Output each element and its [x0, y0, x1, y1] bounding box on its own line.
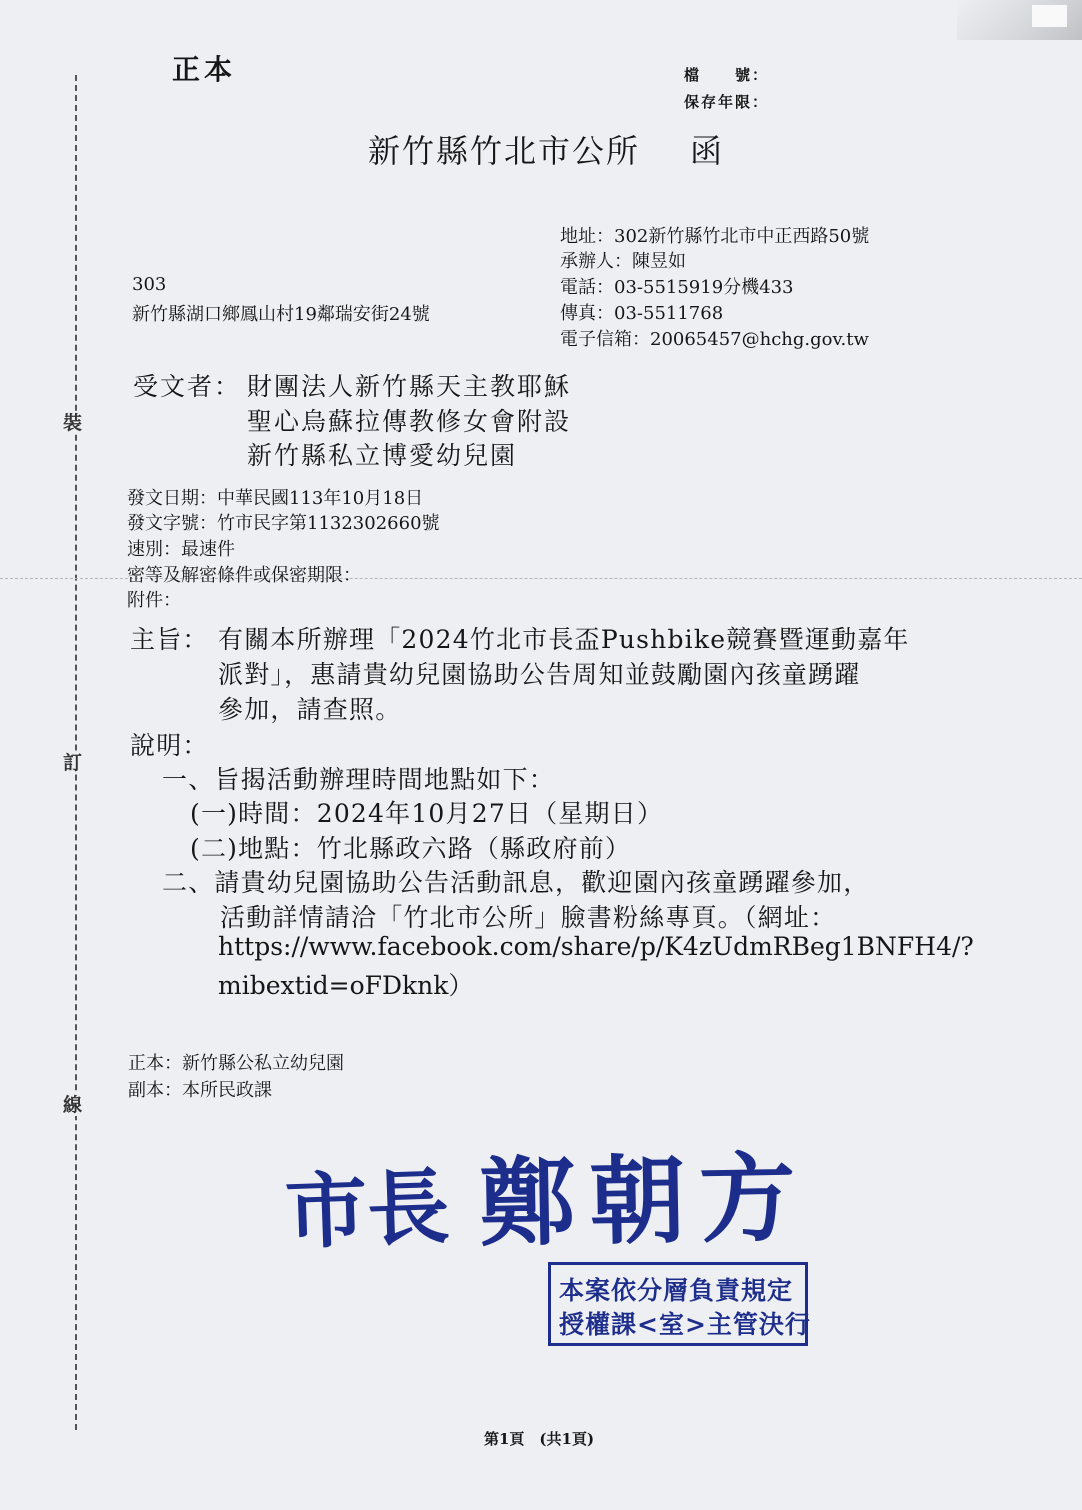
mayor-name-seal: 鄭朝方 — [478, 1141, 811, 1260]
distribution-original: 正本：新竹縣公私立幼兒園 — [128, 1053, 344, 1074]
explanation-item-2-line: 二、請貴幼兒園協助公告活動訊息，歡迎園內孩童踴躍參加， — [162, 868, 870, 897]
sender-address: 地址：302新竹縣竹北市中正西路50號 — [560, 226, 870, 247]
facebook-url-line: https://www.facebook.com/share/p/K4zUdmRBeg1BNFH4/? — [218, 932, 974, 961]
recipient-line: 聖心烏蘇拉傳教修女會附設 — [247, 407, 572, 436]
recipient-street: 新竹縣湖口鄉鳳山村19鄰瑞安街24號 — [132, 304, 430, 325]
facebook-url-line: mibextid=oFDknk） — [218, 971, 474, 1000]
stamp-line: 授權課<室>主管決行 — [559, 1310, 811, 1339]
page-number: 第1頁 (共1頁) — [484, 1430, 595, 1448]
subject-label: 主旨： — [130, 625, 209, 654]
explanation-label: 說明： — [130, 731, 209, 760]
explanation-item-2-line: 活動詳情請洽「竹北市公所」臉書粉絲專頁。（網址： — [220, 903, 837, 932]
sender-email: 電子信箱：20065457@hchg.gov.tw — [560, 329, 869, 350]
retention-period-label: 保存年限： — [684, 93, 770, 111]
original-copy-mark: 正本 — [172, 53, 237, 86]
sender-handler: 承辦人：陳昱如 — [560, 251, 686, 272]
document-type: 函 — [690, 132, 723, 170]
binding-char-ding: 訂 — [63, 752, 83, 774]
mayor-title-seal: 市長 — [283, 1159, 451, 1261]
distribution-copy: 副本：本所民政課 — [128, 1080, 272, 1101]
scan-corner-shadow — [957, 0, 1082, 40]
sender-phone: 電話：03-5515919分機433 — [560, 277, 794, 298]
subject-line: 有關本所辦理「2024竹北市長盃Pushbike競賽暨運動嘉年 — [218, 625, 910, 654]
recipient-line: 財團法人新竹縣天主教耶穌 — [247, 372, 572, 401]
recipient-zip: 303 — [132, 274, 167, 295]
binding-char-xian: 線 — [63, 1094, 83, 1116]
issue-attachments: 附件： — [127, 590, 181, 611]
scan-corner-patch — [1032, 5, 1067, 27]
delegation-stamp — [548, 1262, 811, 1346]
issue-secrecy: 密等及解密條件或保密期限： — [127, 565, 361, 586]
binding-char-zhuang: 裝 — [63, 412, 83, 434]
file-number-label: 檔 號： — [684, 66, 770, 84]
issue-date: 發文日期：中華民國113年10月18日 — [127, 488, 424, 509]
stamp-line: 本案依分層負責規定 — [559, 1276, 794, 1305]
agency-title: 新竹縣竹北市公所 — [368, 132, 641, 170]
subject-line: 派對」，惠請貴幼兒園協助公告周知並鼓勵園內孩童踴躍 — [218, 660, 861, 689]
issue-speed: 速別：最速件 — [127, 539, 235, 560]
recipient-line: 新竹縣私立博愛幼兒園 — [247, 441, 518, 470]
issue-doc-number: 發文字號：竹市民字第1132302660號 — [127, 513, 440, 534]
explanation-item-1: 一、旨揭活動辦理時間地點如下： — [162, 765, 556, 794]
sender-fax: 傳真：03-5511768 — [560, 303, 724, 324]
recipient-label: 受文者： — [133, 372, 242, 401]
explanation-item-1-time: (一)時間：2024年10月27日（星期日） — [190, 799, 664, 828]
explanation-item-1-place: (二)地點：竹北縣政六路（縣政府前） — [190, 834, 632, 863]
subject-line: 參加，請查照。 — [218, 695, 402, 724]
